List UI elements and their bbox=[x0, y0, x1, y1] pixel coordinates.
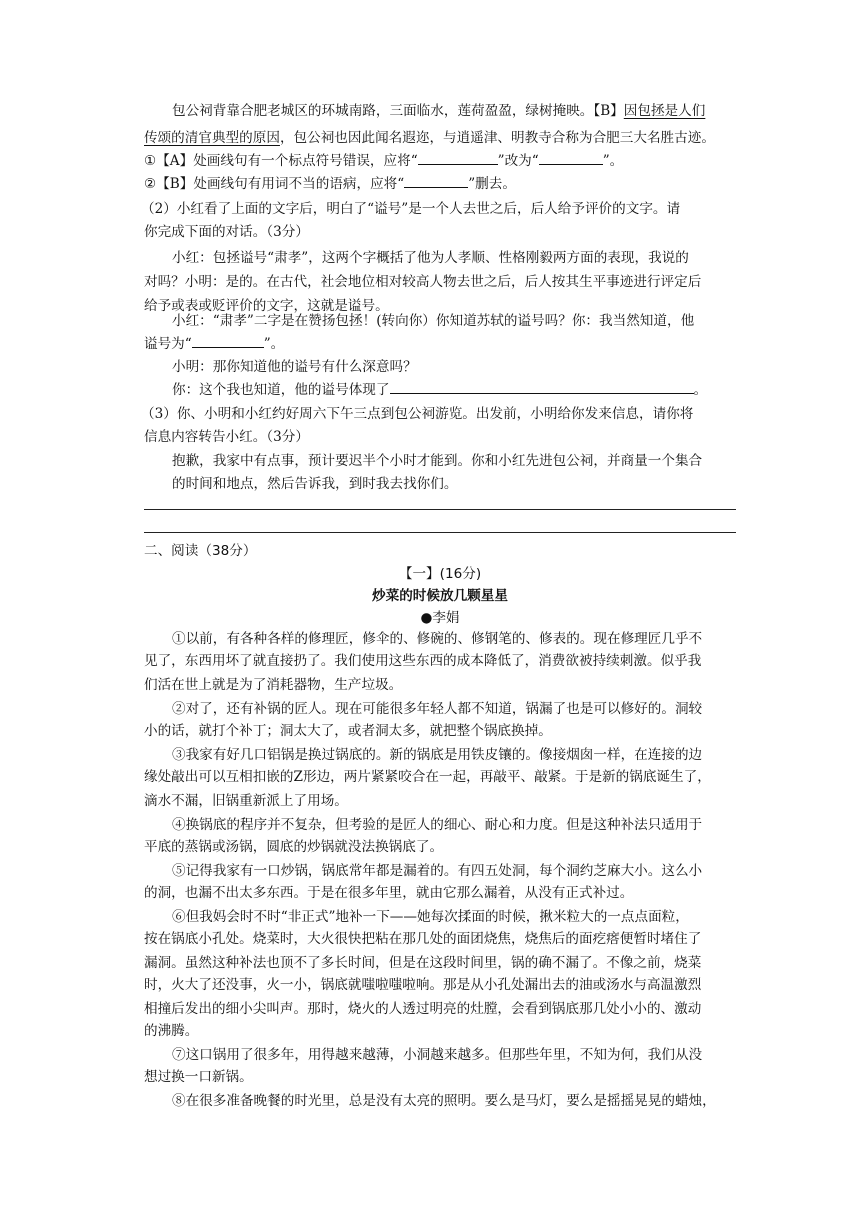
dialogue-line: 谥号为“ ”。 bbox=[144, 333, 284, 355]
answer-blank[interactable] bbox=[539, 150, 603, 165]
answer-blank[interactable] bbox=[192, 333, 264, 348]
article-paragraph-line: ②对了，还有补锅的匠人。现在可能很多年轻人都不知道，锅漏了也是可以修好的。洞较 bbox=[172, 701, 703, 717]
passage-text: ，包公祠也因此闻名遐迩，与逍遥津、明教寺合称为合肥三大名胜古迹。 bbox=[279, 130, 715, 146]
question-3: 你完成下面的对话。（3分） bbox=[144, 224, 309, 240]
article-paragraph-line: 的沸腾。 bbox=[144, 1023, 199, 1039]
answer-blank[interactable] bbox=[404, 173, 468, 188]
question-2: ②【B】处画线句有用词不当的语病，应将“ ”删去。 bbox=[144, 173, 516, 195]
subsection-heading: 【一】(16分) bbox=[398, 566, 482, 582]
article-title: 炒菜的时候放几颗星星 bbox=[372, 588, 508, 604]
section-heading: 二、阅读（38分） bbox=[144, 543, 257, 559]
article-paragraph-line: 们活在世上就是为了消耗器物，生产垃圾。 bbox=[144, 677, 403, 693]
article-paragraph-line: ⑤记得我家有一口炒锅，锅底常年都是漏着的。有四五处洞，每个洞约芝麻大小。这么小 bbox=[172, 863, 703, 879]
answer-blank[interactable] bbox=[418, 150, 498, 165]
passage-line bbox=[144, 127, 715, 149]
passage-line bbox=[172, 100, 705, 122]
article-paragraph-line: 缘处敲出可以互相扣嵌的Z形边，两片紧紧咬合在一起，再敲平、敲紧。于是新的锅底诞生了， bbox=[144, 769, 711, 785]
dialogue-line: 小明：那你知道他的谥号有什么深意吗？ bbox=[172, 359, 417, 375]
article-paragraph-line: 想过换一口新锅。 bbox=[144, 1069, 253, 1085]
passage-text: 包公祠背靠合肥老城区的环城南路，三面临水，莲荷盈盈，绿树掩映。【B】 bbox=[172, 103, 624, 119]
article-paragraph-line: ⑥但我妈会时不时“非正式”地补一下——她每次揉面的时候，揪米粒大的一点点面粒， bbox=[172, 909, 689, 925]
article-paragraph-line: ⑧在很多准备晚餐的时光里，总是没有太亮的照明。要么是马灯，要么是摇摇晃晃的蜡烛， bbox=[172, 1093, 716, 1109]
article-paragraph-line: ③我家有好几口铝锅是换过锅底的。新的锅底是用铁皮镶的。像接烟囱一样，在连接的边 bbox=[172, 747, 703, 763]
answer-line[interactable] bbox=[144, 532, 736, 533]
dialogue-line: 对吗？小明：是的。在古代，社会地位相对较高人物去世之后，后人按其生平事迹进行评定后 bbox=[144, 274, 702, 290]
underlined-sentence-b: 因包拯是人们 bbox=[623, 103, 706, 119]
article-paragraph-line: 滴水不漏，旧锅重新派上了用场。 bbox=[144, 793, 348, 809]
dialogue-line: 你：这个我也知道，他的谥号体现了 。 bbox=[172, 379, 707, 401]
question-3: （2）小红看了上面的文字后，明白了“谥号”是一个人去世之后，后人给予评价的文字。请 bbox=[141, 201, 681, 217]
article-paragraph-line: 平底的蒸锅或汤锅，圆底的炒锅就没法换锅底了。 bbox=[144, 839, 444, 855]
article-paragraph-line: ④换锅底的程序并不复杂，但考验的是匠人的细心、耐心和力度。但是这种补法只适用于 bbox=[172, 817, 703, 833]
answer-blank[interactable] bbox=[390, 379, 694, 394]
message-line: 抱歉，我家中有点事，预计要迟半个小时才能到。你和小红先进包公祠，并商量一个集合 bbox=[172, 453, 703, 469]
message-line: 的时间和地点，然后告诉我，到时我去找你们。 bbox=[172, 476, 458, 492]
dialogue-line: 小红：“肃孝”二字是在赞扬包拯！(转向你）你知道苏轼的谥号吗？你：我当然知道，他 bbox=[172, 313, 695, 329]
question-1: ①【A】处画线句有一个标点符号错误，应将“ ”改为“ ”。 bbox=[144, 150, 623, 172]
question-4: （3）你、小明和小红约好周六下午三点到包公祠游览。出发前，小明给你发来信息，请你将 bbox=[141, 406, 694, 422]
article-paragraph-line: ①以前，有各种各样的修理匠，修伞的、修碗的、修钢笔的、修表的。现在修理匠几乎不 bbox=[172, 631, 703, 647]
article-paragraph-line: ⑦这口锅用了很多年，用得越来越薄，小洞越来越多。但那些年里，不知为何，我们从没 bbox=[172, 1047, 703, 1063]
answer-line[interactable] bbox=[144, 509, 736, 510]
article-paragraph-line: 按在锅底小孔处。烧菜时，大火很快把粘在那几处的面团烧焦，烧焦后的面疙瘩便暂时堵住了 bbox=[144, 931, 702, 947]
question-4: 信息内容转告小红。（3分） bbox=[144, 429, 309, 445]
article-paragraph-line: 的洞，也漏不出太多东西。于是在很多年里，就由它那么漏着，从没有正式补过。 bbox=[144, 885, 634, 901]
article-paragraph-line: 漏洞。虽然这种补法也顶不了多长时间，但是在这段时间里，锅的确不漏了。不像之前，烧菜 bbox=[144, 955, 702, 971]
article-paragraph-line: 见了，东西用坏了就直接扔了。我们使用这些东西的成本降低了，消费欲被持续刺激。似乎我 bbox=[144, 653, 702, 669]
dialogue-line: 给予或表或贬评价的文字，这就是谥号。 bbox=[144, 298, 389, 314]
article-paragraph-line: 时，火大了还没事，火一小，锅底就嗤啦嗤啦响。那是从小孔处漏出去的油或汤水与高温激烈 bbox=[144, 977, 702, 993]
dialogue-line: 小红：包拯谥号“肃孝”，这两个字概括了他为人孝顺、性格刚毅两方面的表现，我说的 bbox=[172, 250, 689, 266]
article-paragraph-line: 相撞后发出的细小尖叫声。那时，烧火的人透过明亮的灶膛，会看到锅底那几处小小的、激动 bbox=[144, 1001, 702, 1017]
article-paragraph-line: 小的话，就打个补丁；洞太大了，或者洞太多，就把整个锅底换掉。 bbox=[144, 723, 552, 739]
underlined-sentence-b: 传颂的清官典型的原因 bbox=[144, 130, 280, 146]
article-author: ●李娟 bbox=[420, 610, 460, 626]
